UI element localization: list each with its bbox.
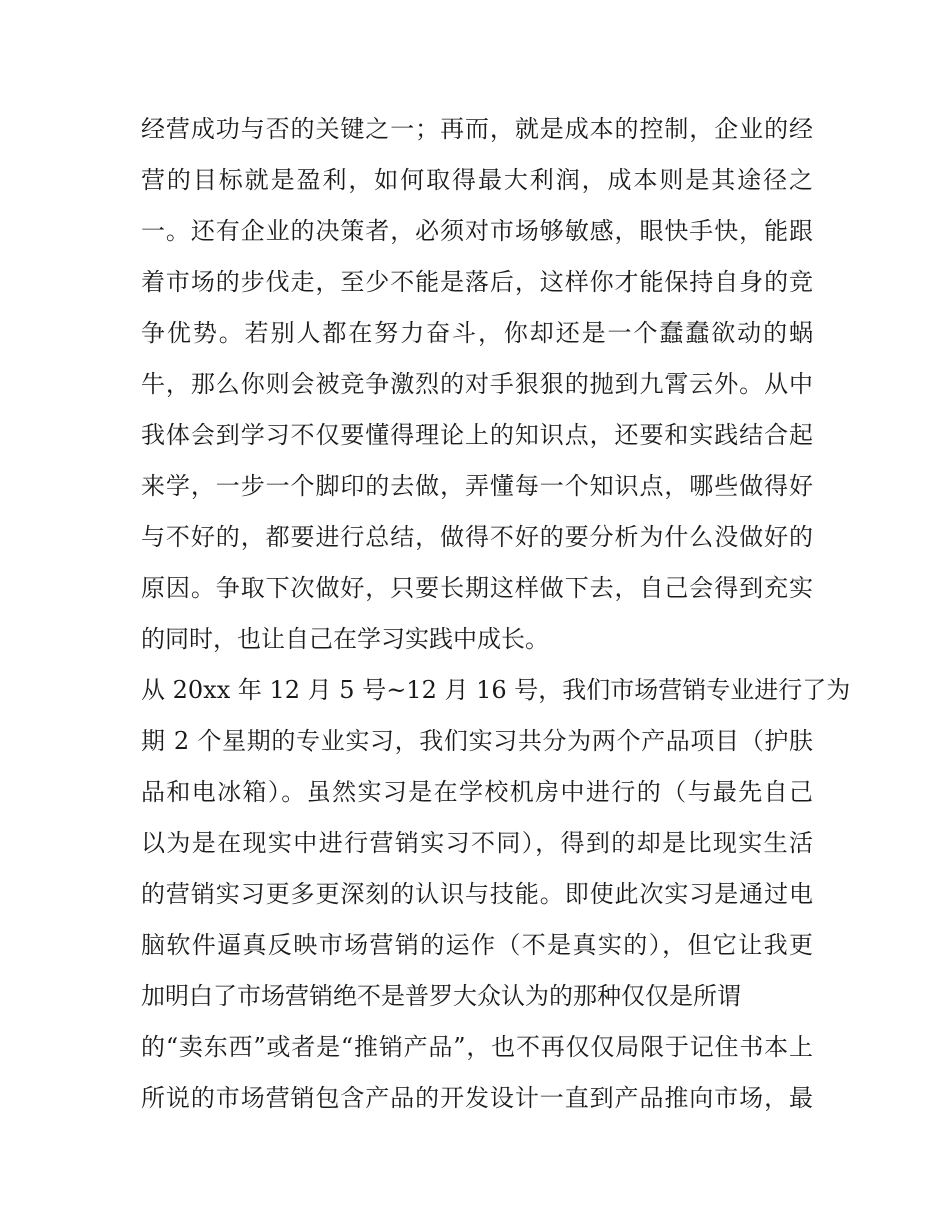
text-line-5: 争优势。若别人都在努力奋斗，你却还是一个蠢蠢欲动的蜗 bbox=[141, 319, 813, 347]
text-line-6: 牛，那么你则会被竞争激烈的对手狠狠的抛到九霄云外。从中 bbox=[141, 370, 813, 398]
text-line-7: 我体会到学习不仅要懂得理论上的知识点，还要和实践结合起 bbox=[141, 421, 813, 449]
text-line-19: 的“卖东西”或者是“推销产品”，也不再仅仅局限于记住书本上 bbox=[141, 1033, 813, 1061]
text-line-13: 期 2 个星期的专业实习，我们实习共分为两个产品项目（护肤 bbox=[141, 727, 813, 755]
text-line-8: 来学，一步一个脚印的去做，弄懂每一个知识点，哪些做得好 bbox=[141, 472, 813, 500]
text-line-17: 脑软件逼真反映市场营销的运作（不是真实的），但它让我更 bbox=[141, 931, 813, 959]
text-line-3: 一。还有企业的决策者，必须对市场够敏感，眼快手快，能跟 bbox=[141, 217, 813, 245]
text-line-16: 的营销实习更多更深刻的认识与技能。即使此次实习是通过电 bbox=[141, 880, 813, 908]
text-line-10: 原因。争取下次做好，只要长期这样做下去，自己会得到充实 bbox=[141, 574, 813, 602]
text-line-1: 经营成功与否的关键之一；再而，就是成本的控制，企业的经 bbox=[141, 115, 813, 143]
text-line-4: 着市场的步伐走，至少不能是落后，这样你才能保持自身的竞 bbox=[141, 268, 813, 296]
text-line-9: 与不好的，都要进行总结，做得不好的要分析为什么没做好的 bbox=[141, 523, 813, 551]
text-line-2: 营的目标就是盈利，如何取得最大利润，成本则是其途径之 bbox=[141, 166, 813, 194]
text-line-18: 加明白了市场营销绝不是普罗大众认为的那种仅仅是所谓 bbox=[141, 982, 741, 1010]
text-line-11: 的同时，也让自己在学习实践中成长。 bbox=[141, 625, 549, 653]
text-line-14: 品和电冰箱）。虽然实习是在学校机房中进行的（与最先自己 bbox=[141, 778, 813, 806]
text-line-15: 以为是在现实中进行营销实习不同），得到的却是比现实生活 bbox=[141, 829, 813, 857]
text-line-20: 所说的市场营销包含产品的开发设计一直到产品推向市场，最 bbox=[141, 1084, 813, 1112]
body-text bbox=[141, 104, 851, 1124]
text-line-12: 从 20xx 年 12 月 5 号~12 月 16 号，我们市场营销专业进行了为 bbox=[141, 676, 851, 704]
